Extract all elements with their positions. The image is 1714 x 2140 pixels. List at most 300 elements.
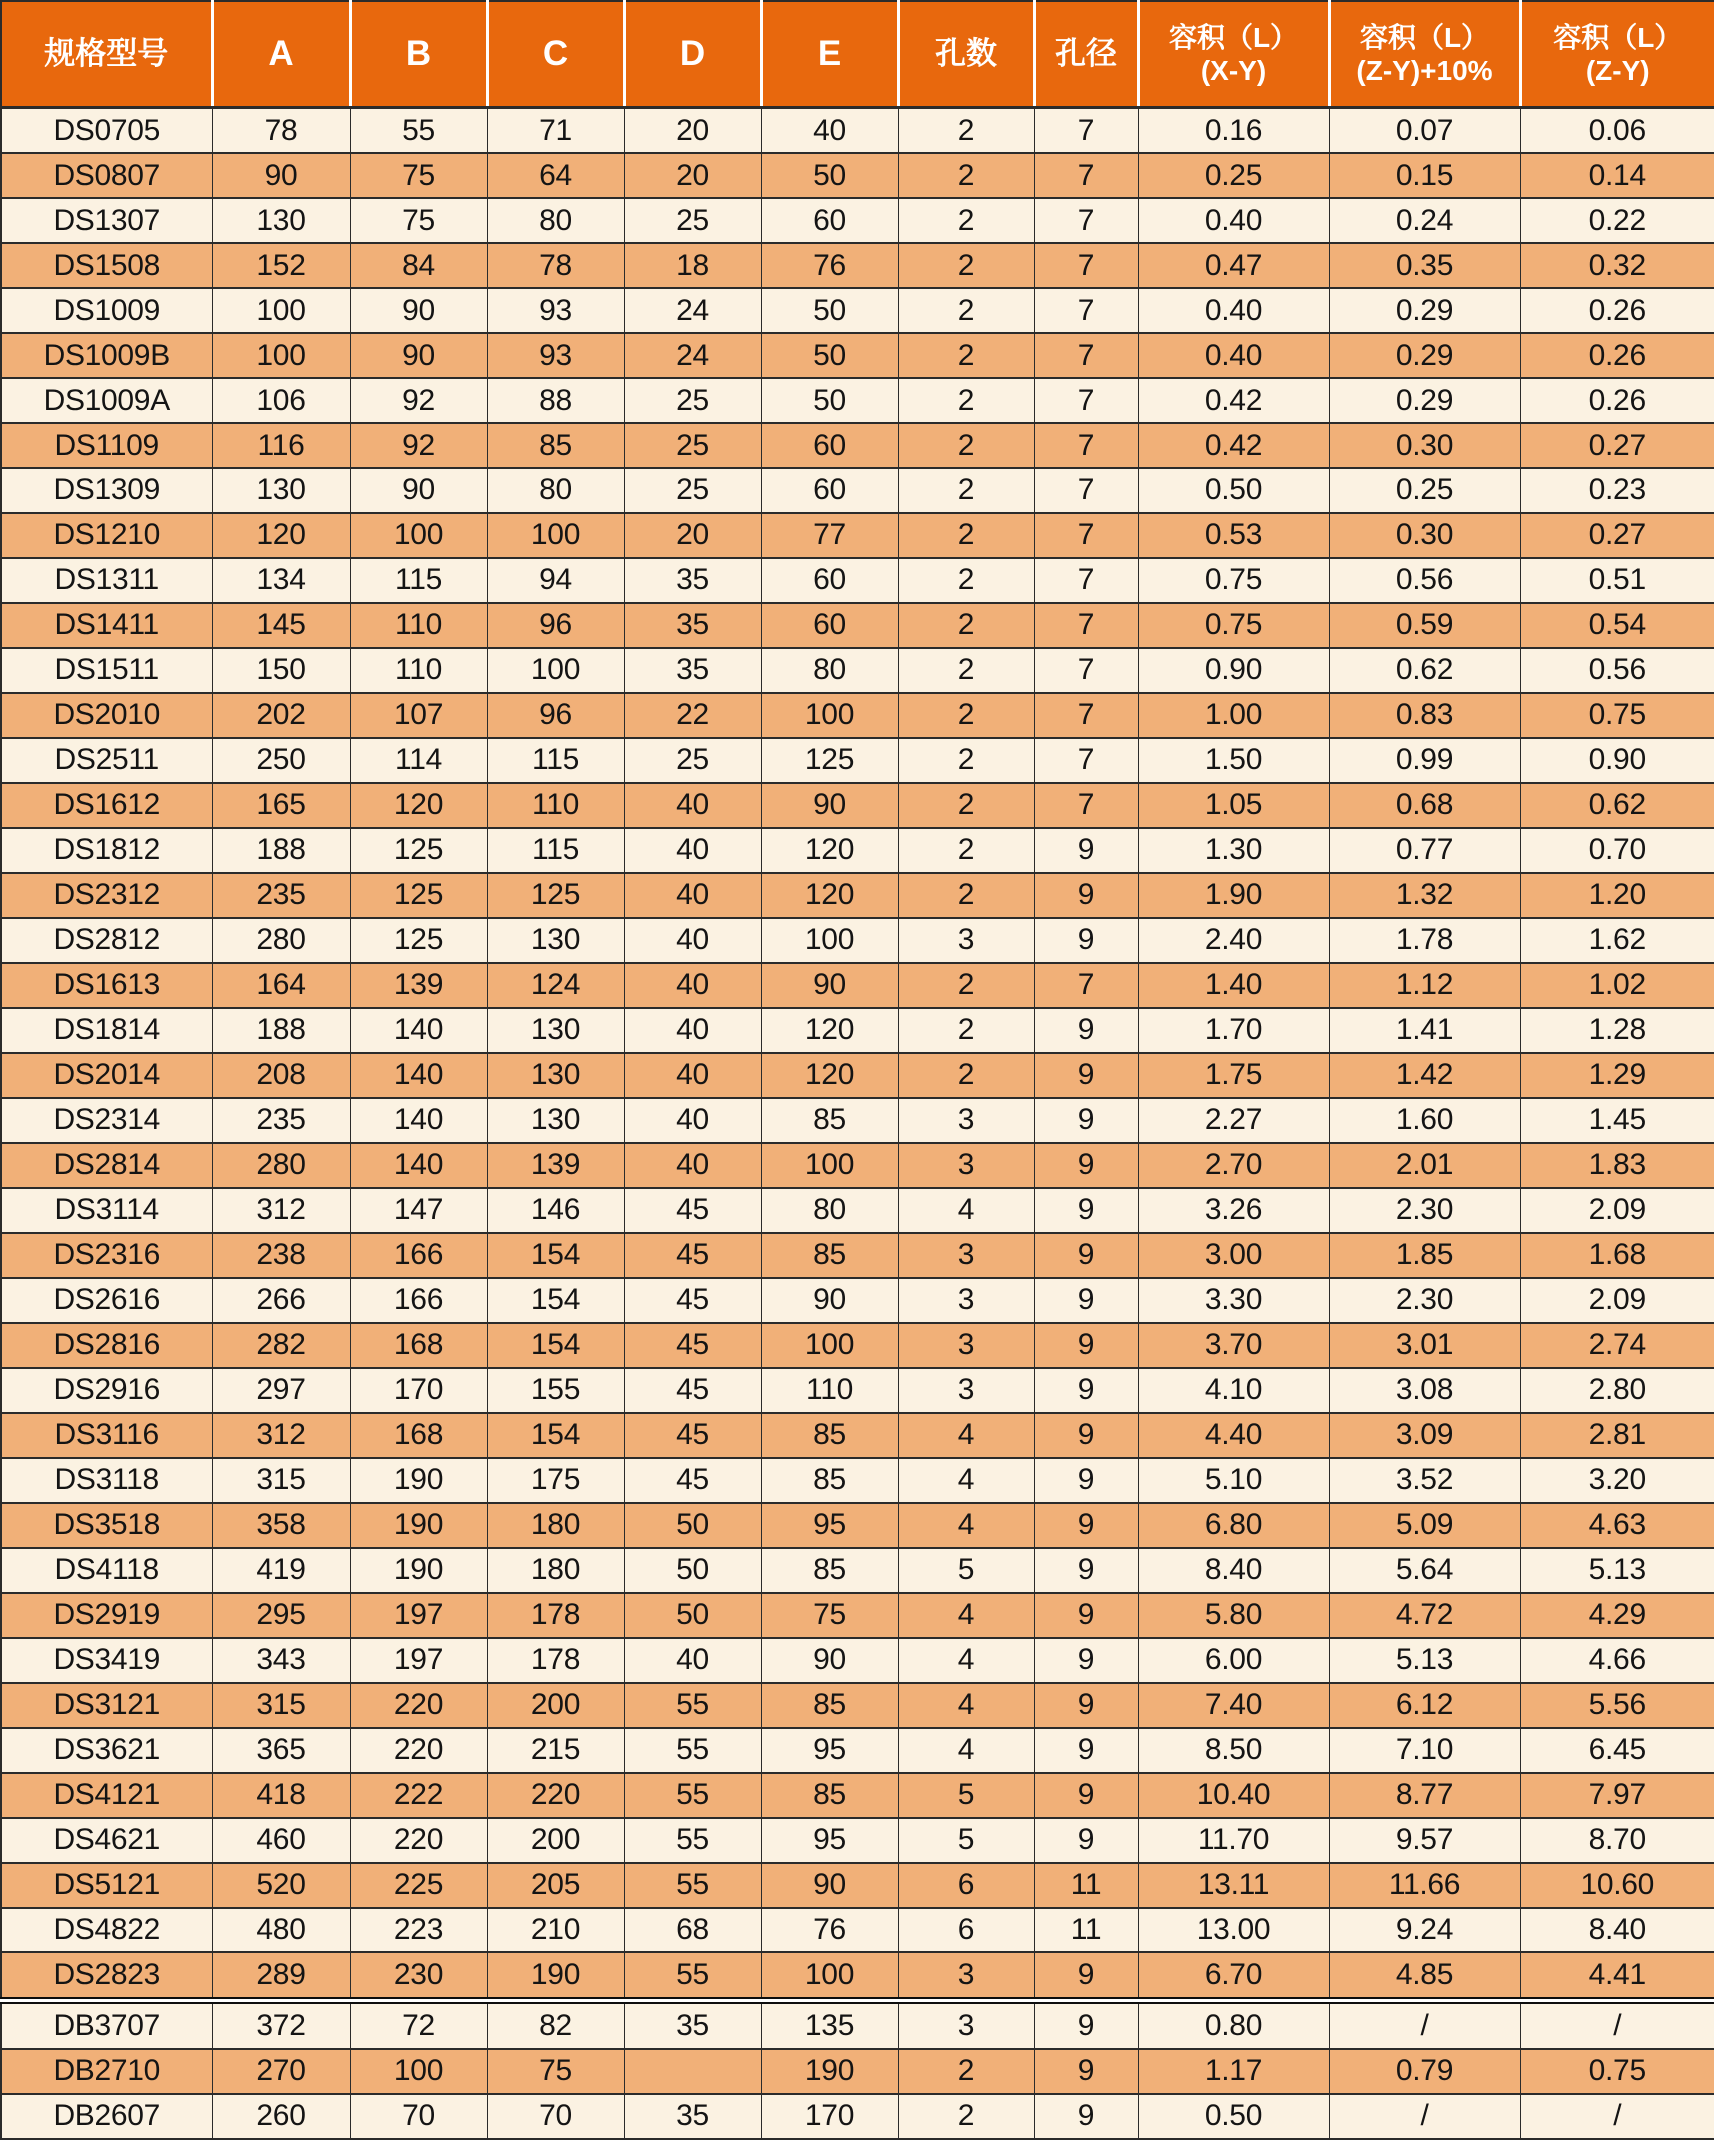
cell-E: 85 [761,1098,898,1143]
cell-holes: 2 [898,693,1034,738]
cell-model: DB3707 [1,2001,212,2049]
cell-vol-zy10: 1.42 [1329,1053,1520,1098]
cell-vol-xy: 0.25 [1138,153,1329,198]
table-row-DS1613 [1,963,1714,1008]
cell-B: 220 [350,1728,487,1773]
cell-C: 100 [487,513,624,558]
cell-vol-zy10: 3.52 [1329,1458,1520,1503]
cell-E: 90 [761,783,898,828]
cell-vol-zy: 7.97 [1520,1773,1714,1818]
cell-vol-xy: 0.80 [1138,2001,1329,2049]
cell-vol-xy: 3.30 [1138,1278,1329,1323]
cell-hole-dia: 9 [1034,1503,1138,1548]
cell-holes: 3 [898,1233,1034,1278]
cell-model: DS1307 [1,198,212,243]
cell-vol-zy10: 5.13 [1329,1638,1520,1683]
cell-model: DS2316 [1,1233,212,1278]
cell-vol-xy: 1.75 [1138,1053,1329,1098]
cell-vol-xy: 13.00 [1138,1908,1329,1953]
cell-vol-zy10: 11.66 [1329,1863,1520,1908]
cell-model: DS1009A [1,378,212,423]
cell-D: 45 [624,1458,761,1503]
cell-C: 75 [487,2049,624,2094]
cell-E: 100 [761,1143,898,1188]
cell-hole-dia: 9 [1034,1638,1138,1683]
table-row-DS3114 [1,1188,1714,1233]
cell-C: 96 [487,693,624,738]
cell-vol-xy: 1.05 [1138,783,1329,828]
cell-vol-xy: 0.50 [1138,2094,1329,2139]
cell-hole-dia: 9 [1034,918,1138,963]
cell-A: 266 [212,1278,350,1323]
table-row-DS2812 [1,918,1714,963]
cell-E: 95 [761,1728,898,1773]
cell-E: 90 [761,1863,898,1908]
cell-hole-dia: 7 [1034,288,1138,333]
cell-vol-xy: 3.26 [1138,1188,1329,1233]
cell-hole-dia: 9 [1034,1143,1138,1188]
cell-A: 235 [212,1098,350,1143]
cell-hole-dia: 7 [1034,513,1138,558]
cell-model: DS2511 [1,738,212,783]
cell-vol-xy: 1.00 [1138,693,1329,738]
cell-D: 40 [624,1638,761,1683]
cell-vol-xy: 7.40 [1138,1683,1329,1728]
cell-vol-zy: 4.66 [1520,1638,1714,1683]
cell-vol-zy: 1.45 [1520,1098,1714,1143]
cell-A: 520 [212,1863,350,1908]
cell-A: 372 [212,2001,350,2049]
cell-C: 88 [487,378,624,423]
cell-D: 55 [624,1952,761,2000]
cell-vol-zy: 0.75 [1520,2049,1714,2094]
cell-D: 55 [624,1728,761,1773]
cell-C: 180 [487,1548,624,1593]
cell-vol-zy10: 0.25 [1329,468,1520,513]
cell-vol-zy: 2.81 [1520,1413,1714,1458]
col-header-A: A [212,1,350,108]
cell-vol-zy: 0.26 [1520,333,1714,378]
cell-vol-xy: 6.70 [1138,1952,1329,2000]
cell-vol-zy: 0.54 [1520,603,1714,648]
cell-E: 90 [761,1638,898,1683]
cell-vol-xy: 2.40 [1138,918,1329,963]
cell-vol-xy: 0.42 [1138,378,1329,423]
cell-vol-zy10: 8.77 [1329,1773,1520,1818]
cell-C: 155 [487,1368,624,1413]
cell-vol-xy: 4.40 [1138,1413,1329,1458]
cell-vol-xy: 1.30 [1138,828,1329,873]
cell-vol-zy10: 3.09 [1329,1413,1520,1458]
table-row-DS1009A [1,378,1714,423]
cell-A: 365 [212,1728,350,1773]
cell-D: 25 [624,423,761,468]
cell-D: 40 [624,828,761,873]
table-row-DS3621 [1,1728,1714,1773]
cell-B: 140 [350,1053,487,1098]
cell-A: 312 [212,1188,350,1233]
cell-vol-zy10: 5.09 [1329,1503,1520,1548]
cell-B: 223 [350,1908,487,1953]
cell-model: DS3118 [1,1458,212,1503]
cell-model: DS1508 [1,243,212,288]
cell-E: 50 [761,288,898,333]
cell-A: 164 [212,963,350,1008]
cell-hole-dia: 9 [1034,2001,1138,2049]
cell-vol-zy10: 0.56 [1329,558,1520,603]
cell-hole-dia: 9 [1034,2094,1138,2139]
cell-A: 312 [212,1413,350,1458]
cell-D: 35 [624,558,761,603]
cell-A: 134 [212,558,350,603]
cell-model: DS2823 [1,1952,212,2000]
cell-hole-dia: 9 [1034,1053,1138,1098]
cell-holes: 2 [898,333,1034,378]
cell-A: 235 [212,873,350,918]
table-row-DS1210 [1,513,1714,558]
cell-model: DS2814 [1,1143,212,1188]
table-row-DS2312 [1,873,1714,918]
cell-model: DS2919 [1,1593,212,1638]
cell-B: 197 [350,1593,487,1638]
cell-C: 220 [487,1773,624,1818]
cell-vol-zy10: 0.59 [1329,603,1520,648]
cell-holes: 2 [898,1008,1034,1053]
cell-vol-xy: 1.17 [1138,2049,1329,2094]
cell-A: 358 [212,1503,350,1548]
table-row-DS2316 [1,1233,1714,1278]
cell-hole-dia: 9 [1034,1773,1138,1818]
cell-E: 50 [761,153,898,198]
cell-D: 45 [624,1413,761,1458]
cell-vol-zy10: 0.68 [1329,783,1520,828]
cell-D: 25 [624,468,761,513]
cell-hole-dia: 7 [1034,153,1138,198]
cell-C: 154 [487,1323,624,1368]
cell-holes: 2 [898,873,1034,918]
cell-C: 175 [487,1458,624,1503]
cell-B: 168 [350,1413,487,1458]
cell-D: 50 [624,1593,761,1638]
cell-A: 480 [212,1908,350,1953]
cell-C: 100 [487,648,624,693]
cell-hole-dia: 9 [1034,1548,1138,1593]
table-row-DS2314 [1,1098,1714,1143]
cell-model: DS1613 [1,963,212,1008]
table-row-DB3707 [1,2001,1714,2049]
cell-holes: 2 [898,2094,1034,2139]
cell-C: 139 [487,1143,624,1188]
cell-A: 315 [212,1683,350,1728]
cell-A: 145 [212,603,350,648]
cell-holes: 2 [898,783,1034,828]
cell-model: DS0705 [1,108,212,154]
cell-holes: 2 [898,468,1034,513]
cell-A: 100 [212,333,350,378]
cell-D: 40 [624,783,761,828]
col-header-C: C [487,1,624,108]
cell-A: 297 [212,1368,350,1413]
cell-C: 110 [487,783,624,828]
table-row-DS1814 [1,1008,1714,1053]
cell-vol-zy10: 2.01 [1329,1143,1520,1188]
cell-vol-zy10: 1.41 [1329,1008,1520,1053]
cell-C: 200 [487,1683,624,1728]
cell-vol-zy10: 0.35 [1329,243,1520,288]
cell-holes: 4 [898,1593,1034,1638]
cell-vol-zy10: 1.32 [1329,873,1520,918]
cell-B: 110 [350,648,487,693]
cell-B: 110 [350,603,487,648]
cell-A: 419 [212,1548,350,1593]
cell-vol-xy: 8.50 [1138,1728,1329,1773]
cell-model: DS4621 [1,1818,212,1863]
cell-D: 40 [624,1098,761,1143]
cell-C: 200 [487,1818,624,1863]
cell-hole-dia: 9 [1034,1952,1138,2000]
cell-B: 190 [350,1503,487,1548]
cell-A: 260 [212,2094,350,2139]
cell-hole-dia: 9 [1034,828,1138,873]
cell-B: 140 [350,1008,487,1053]
cell-E: 110 [761,1368,898,1413]
cell-vol-zy: 0.75 [1520,693,1714,738]
cell-model: DS0807 [1,153,212,198]
cell-vol-zy: 8.70 [1520,1818,1714,1863]
cell-holes: 5 [898,1548,1034,1593]
col-header-vol-xy: 容积（L） (X-Y) [1138,1,1329,108]
cell-holes: 3 [898,2001,1034,2049]
cell-B: 100 [350,2049,487,2094]
cell-vol-zy10: 3.08 [1329,1368,1520,1413]
cell-vol-zy: 1.20 [1520,873,1714,918]
cell-model: DS1812 [1,828,212,873]
cell-E: 85 [761,1773,898,1818]
cell-B: 190 [350,1458,487,1503]
cell-hole-dia: 9 [1034,1683,1138,1728]
cell-holes: 4 [898,1638,1034,1683]
cell-C: 180 [487,1503,624,1548]
col-header-model: 规格型号 [1,1,212,108]
cell-B: 166 [350,1278,487,1323]
cell-C: 70 [487,2094,624,2139]
cell-vol-zy10: 6.12 [1329,1683,1520,1728]
cell-vol-zy10: 0.83 [1329,693,1520,738]
cell-C: 125 [487,873,624,918]
cell-vol-zy10: / [1329,2094,1520,2139]
table-row-DS4621 [1,1818,1714,1863]
cell-vol-zy10: 0.30 [1329,513,1520,558]
cell-vol-zy: 0.51 [1520,558,1714,603]
cell-D: 45 [624,1368,761,1413]
cell-model: DS2816 [1,1323,212,1368]
cell-holes: 2 [898,108,1034,154]
cell-D: 35 [624,603,761,648]
cell-A: 282 [212,1323,350,1368]
cell-D: 50 [624,1503,761,1548]
cell-model: DS2312 [1,873,212,918]
cell-C: 93 [487,333,624,378]
cell-C: 64 [487,153,624,198]
cell-D: 50 [624,1548,761,1593]
table-row-DB2607 [1,2094,1714,2139]
cell-D: 20 [624,153,761,198]
table-row-DS1508 [1,243,1714,288]
cell-D: 55 [624,1773,761,1818]
cell-C: 130 [487,1053,624,1098]
cell-E: 76 [761,1908,898,1953]
cell-hole-dia: 7 [1034,468,1138,513]
cell-vol-xy: 13.11 [1138,1863,1329,1908]
cell-B: 166 [350,1233,487,1278]
cell-hole-dia: 9 [1034,1098,1138,1143]
cell-vol-zy10: 0.15 [1329,153,1520,198]
table-row-DS1411 [1,603,1714,648]
cell-hole-dia: 9 [1034,1593,1138,1638]
cell-vol-xy: 3.00 [1138,1233,1329,1278]
cell-vol-zy: 0.22 [1520,198,1714,243]
cell-D: 55 [624,1683,761,1728]
cell-B: 72 [350,2001,487,2049]
cell-vol-zy: 5.13 [1520,1548,1714,1593]
cell-vol-zy10: 5.64 [1329,1548,1520,1593]
cell-hole-dia: 9 [1034,1413,1138,1458]
cell-vol-xy: 1.70 [1138,1008,1329,1053]
cell-model: DS3116 [1,1413,212,1458]
table-row-DS4118 [1,1548,1714,1593]
cell-D: 20 [624,108,761,154]
cell-holes: 2 [898,828,1034,873]
cell-hole-dia: 9 [1034,1278,1138,1323]
cell-model: DS1814 [1,1008,212,1053]
cell-B: 120 [350,783,487,828]
cell-hole-dia: 7 [1034,738,1138,783]
cell-vol-zy10: 0.99 [1329,738,1520,783]
table-row-DS4121 [1,1773,1714,1818]
cell-A: 202 [212,693,350,738]
cell-E: 125 [761,738,898,783]
cell-C: 93 [487,288,624,333]
cell-vol-zy10: 0.29 [1329,378,1520,423]
cell-vol-xy: 0.50 [1138,468,1329,513]
table-row-DS0807 [1,153,1714,198]
cell-model: DS1612 [1,783,212,828]
cell-model: DS1309 [1,468,212,513]
cell-vol-xy: 0.75 [1138,558,1329,603]
cell-vol-zy: 0.27 [1520,513,1714,558]
cell-D: 25 [624,198,761,243]
cell-vol-zy10: 1.85 [1329,1233,1520,1278]
cell-holes: 2 [898,198,1034,243]
cell-A: 295 [212,1593,350,1638]
cell-holes: 3 [898,1143,1034,1188]
cell-C: 154 [487,1278,624,1323]
cell-B: 220 [350,1818,487,1863]
cell-vol-zy10: 0.30 [1329,423,1520,468]
cell-vol-xy: 0.16 [1138,108,1329,154]
cell-vol-zy: 4.41 [1520,1952,1714,2000]
cell-vol-zy: 0.56 [1520,648,1714,693]
table-row-DS3121 [1,1683,1714,1728]
cell-vol-xy: 5.10 [1138,1458,1329,1503]
cell-vol-zy10: 0.29 [1329,333,1520,378]
table-row-DS1309 [1,468,1714,513]
cell-C: 190 [487,1952,624,2000]
cell-holes: 3 [898,1952,1034,2000]
cell-vol-zy: 0.23 [1520,468,1714,513]
cell-holes: 3 [898,1278,1034,1323]
cell-model: DS4822 [1,1908,212,1953]
cell-holes: 4 [898,1413,1034,1458]
cell-B: 107 [350,693,487,738]
cell-E: 60 [761,558,898,603]
table-row-DS2014 [1,1053,1714,1098]
cell-E: 85 [761,1413,898,1458]
cell-C: 115 [487,828,624,873]
cell-B: 70 [350,2094,487,2139]
cell-vol-zy10: 1.78 [1329,918,1520,963]
cell-holes: 2 [898,1053,1034,1098]
cell-hole-dia: 9 [1034,1368,1138,1413]
cell-B: 140 [350,1143,487,1188]
cell-holes: 4 [898,1188,1034,1233]
table-row-DS2916 [1,1368,1714,1413]
cell-hole-dia: 7 [1034,378,1138,423]
table-row-DS2511 [1,738,1714,783]
table-row-DS1009 [1,288,1714,333]
cell-vol-zy: 0.26 [1520,378,1714,423]
cell-C: 210 [487,1908,624,1953]
cell-A: 343 [212,1638,350,1683]
cell-holes: 4 [898,1458,1034,1503]
cell-hole-dia: 9 [1034,1818,1138,1863]
cell-E: 85 [761,1233,898,1278]
cell-vol-zy10: 7.10 [1329,1728,1520,1773]
cell-A: 130 [212,198,350,243]
cell-E: 40 [761,108,898,154]
cell-A: 188 [212,1008,350,1053]
cell-vol-zy: 2.09 [1520,1188,1714,1233]
cell-vol-zy: 0.06 [1520,108,1714,154]
cell-vol-xy: 10.40 [1138,1773,1329,1818]
cell-model: DS4121 [1,1773,212,1818]
cell-hole-dia: 7 [1034,648,1138,693]
cell-model: DS3121 [1,1683,212,1728]
cell-A: 418 [212,1773,350,1818]
cell-B: 190 [350,1548,487,1593]
cell-vol-zy: 1.68 [1520,1233,1714,1278]
cell-vol-zy10: 0.07 [1329,108,1520,154]
cell-vol-xy: 0.42 [1138,423,1329,468]
cell-B: 125 [350,828,487,873]
table-row-DS3116 [1,1413,1714,1458]
table-row-DS1612 [1,783,1714,828]
cell-vol-xy: 0.40 [1138,198,1329,243]
cell-E: 85 [761,1458,898,1503]
cell-model: DB2710 [1,2049,212,2094]
cell-B: 230 [350,1952,487,2000]
cell-B: 92 [350,378,487,423]
table-row-DB2710 [1,2049,1714,2094]
cell-hole-dia: 7 [1034,423,1138,468]
col-header-D: D [624,1,761,108]
cell-E: 60 [761,198,898,243]
cell-hole-dia: 7 [1034,198,1138,243]
cell-C: 80 [487,198,624,243]
cell-holes: 2 [898,423,1034,468]
cell-D: 40 [624,1053,761,1098]
cell-E: 100 [761,1323,898,1368]
